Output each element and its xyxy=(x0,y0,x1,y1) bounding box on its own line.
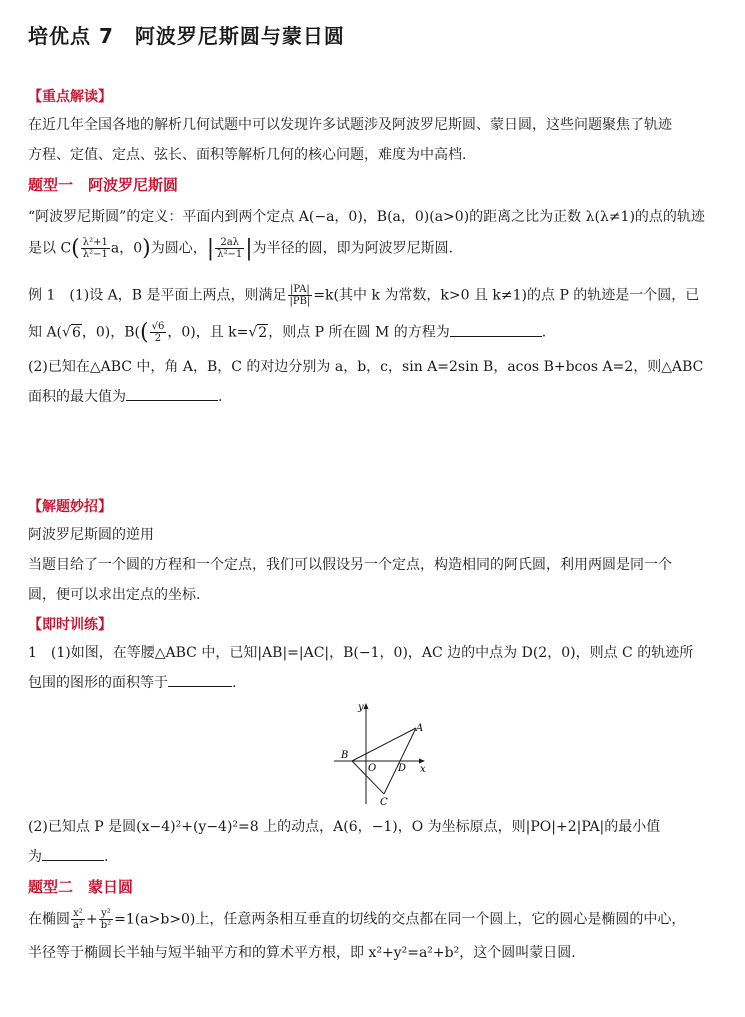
triangle-figure xyxy=(330,700,434,812)
example-1-line-3: (2)已知在△ABC 中，角 A，B，C 的对边分别为 a，b，c，sin A=2sin B，acos B+bcos A=2，则△ABC xyxy=(28,359,704,375)
monge-line-1: 在椭圆 $\frac{\text{x²}}{\text{a²}}$ + $\frac{\text{y²}}{\text{b²}}$ =1(a>b>0)上，任意两条相互垂直的切线的交点都在同一个圆上，它的圆心是椭圆的中心， xyxy=(28,908,686,931)
label-c: C xyxy=(380,797,388,808)
label-o: O xyxy=(368,763,377,774)
intro-line-2: 方程、定值、定点、弦长、面积等解析几何的核心问题，难度为中高档. xyxy=(28,147,467,163)
answer-blank-3[interactable] xyxy=(168,672,232,687)
tips-line-3: 圆，便可以求出定点的坐标. xyxy=(28,587,201,603)
key-points-tag: 【重点解读】 xyxy=(28,89,112,105)
training-tag: 【即时训练】 xyxy=(28,617,112,633)
y-axis-arrow xyxy=(364,703,369,709)
side-ab xyxy=(352,728,416,761)
answer-blank-2[interactable] xyxy=(126,386,218,401)
fraction-x2-a2: $\frac{\text{x²}}{\text{a²}}$ xyxy=(73,908,83,931)
tips-line-1: 阿波罗尼斯圆的逆用 xyxy=(28,527,154,543)
tips-tag: 【解题妙招】 xyxy=(28,499,112,515)
label-d: D xyxy=(398,763,407,774)
training-q2-line-2: 为 . xyxy=(28,846,718,866)
definition-line-1: “阿波罗尼斯圆”的定义：平面内到两个定点 A(−a，0)，B(a，0)(a>0)的距离之比为正数 λ(λ≠1)的点的轨迹 xyxy=(28,209,705,225)
section-2-heading: 题型二 蒙日圆 xyxy=(28,878,134,896)
fraction-sqrt6-over-2: $\frac{√6}{2}$ xyxy=(151,321,165,344)
label-b: B xyxy=(341,750,349,761)
example-1-line-4: 面积的最大值为 . xyxy=(28,386,718,406)
intro-line-1: 在近几年全国各地的解析几何试题中可以发现许多试题涉及阿波罗尼斯圆、蒙日圆，这些问题聚焦了轨迹 xyxy=(28,117,672,133)
example-1-line-2: 知 A(√6，0)，B(( $\frac{√6}{2}$ ，0)，且 k=√2，则点 P 所在圆 M 的方程为 . xyxy=(28,320,547,345)
label-x: x xyxy=(420,764,426,775)
fraction-pa-pb: $\frac{|PA|}{|PB|}$ xyxy=(289,284,311,307)
training-q2-line-1: (2)已知点 P 是圆(x−4)²+(y−4)²=8 上的动点，A(6，−1)，O 为坐标原点，则|PO|+2|PA|的最小值 xyxy=(28,819,661,835)
section-1-heading: 题型一 阿波罗尼斯圆 xyxy=(28,176,179,194)
page-title: 培优点 7 阿波罗尼斯圆与蒙日圆 xyxy=(28,24,345,48)
example-1-line-1: 例 1 (1)设 A，B 是平面上两点，则满足 $\frac{|PA|}{|PB|}$ =k(其中 k 为常数，k>0 且 k≠1)的点 P 的轨迹是一个圆，已 xyxy=(28,284,700,307)
fraction-y2-b2: $\frac{\text{y²}}{\text{b²}}$ xyxy=(100,908,112,931)
definition-line-2: 是以 C( $\frac{\text{λ²+1}}{\text{λ²−1}}$ a，0)为圆心，| $\frac{2a\lambda}{\text{λ²−1}}$ |为半径的圆，即为阿波罗尼斯圆. xyxy=(28,236,454,261)
label-y: y xyxy=(358,702,364,713)
x-axis-arrow xyxy=(419,759,425,764)
monge-line-2: 半径等于椭圆长半轴与短半轴平方和的算术平方根，即 x²+y²=a²+b²，这个圆叫蒙日圆. xyxy=(28,945,576,961)
answer-blank-1[interactable] xyxy=(450,322,542,337)
training-q1-line-1: 1 (1)如图，在等腰△ABC 中，已知|AB|=|AC|，B(−1，0)，AC 边的中点为 D(2，0)，则点 C 的轨迹所 xyxy=(28,645,694,661)
training-q1-line-2: 包围的图形的面积等于 . xyxy=(28,672,718,692)
fraction-center: $\frac{\text{λ²+1}}{\text{λ²−1}}$ xyxy=(82,237,108,260)
fraction-radius: $\frac{2a\lambda}{\text{λ²−1}}$ xyxy=(217,237,243,260)
answer-blank-4[interactable] xyxy=(42,846,104,861)
label-a: A xyxy=(416,723,424,734)
tips-line-2: 当题目给了一个圆的方程和一个定点，我们可以假设另一个定点，构造相同的阿氏圆，利用两圆是同一个 xyxy=(28,557,672,573)
